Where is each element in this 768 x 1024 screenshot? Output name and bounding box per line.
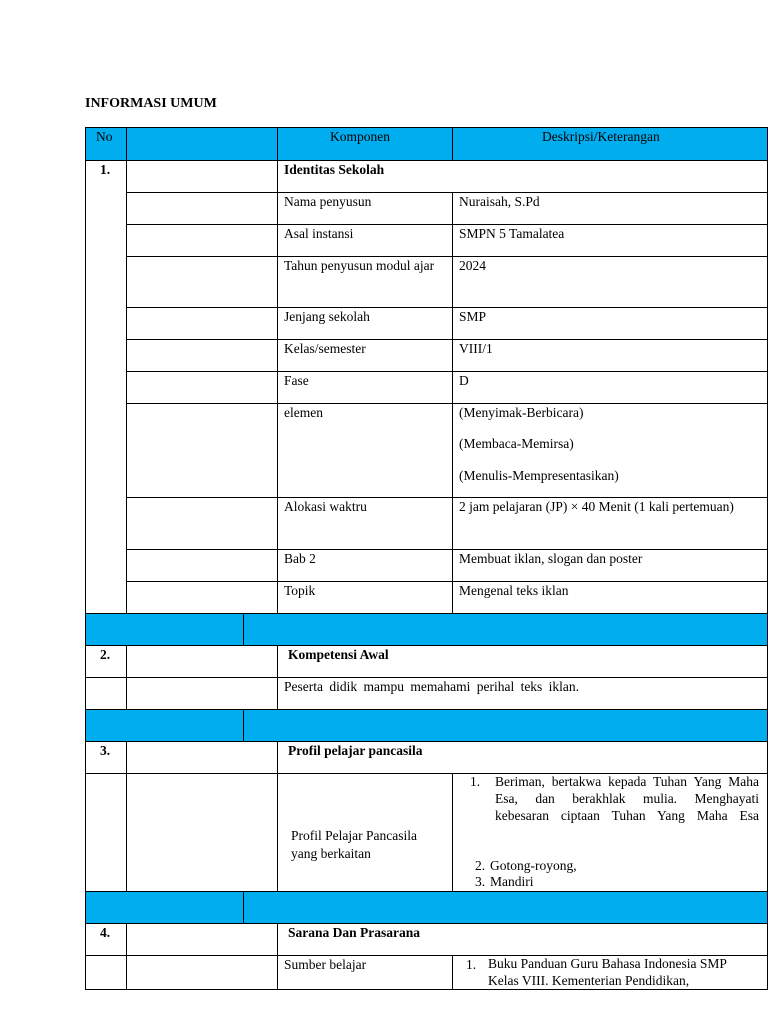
row-value: 2024: [459, 258, 486, 273]
row-label: Nama penyusun: [284, 194, 372, 209]
document-heading: INFORMASI UMUM: [85, 96, 217, 111]
section-1-title: Identitas Sekolah: [284, 162, 385, 177]
row-value: 2 jam pelajaran (JP) × 40 Menit (1 kali pertemuan): [459, 499, 734, 514]
section-2-title: Kompetensi Awal: [288, 647, 389, 662]
row-label: Topik: [284, 583, 316, 598]
header-no: No: [96, 129, 113, 144]
header-komponen: Komponen: [330, 129, 390, 144]
row-label: Bab 2: [284, 551, 316, 566]
row-value: Nuraisah, S.Pd: [459, 194, 540, 209]
list-item-number: 2.: [475, 858, 486, 873]
list-item-number: 3.: [475, 874, 486, 889]
row-label: Asal instansi: [284, 226, 354, 241]
header-deskripsi: Deskripsi/Keterangan: [542, 129, 660, 144]
separator-row-1: [86, 613, 767, 645]
row-value: Membuat iklan, slogan dan poster: [459, 551, 643, 566]
list-item-number: 1.: [470, 774, 481, 789]
section-2-text: Peserta didik mampu memahami perihal teks iklan.: [284, 679, 580, 694]
list-item-text: Mandiri: [490, 874, 534, 889]
row-label: Kelas/semester: [284, 341, 366, 356]
row-value: D: [459, 373, 469, 388]
section-3-label: Profil Pelajar Pancasila yang berkaitan: [291, 828, 417, 861]
row-label: Alokasi waktru: [284, 499, 367, 514]
row-value: Mengenal teks iklan: [459, 583, 569, 598]
separator-row-2: [86, 709, 767, 741]
section-4-title: Sarana Dan Prasarana: [288, 925, 421, 940]
list-item-number: 1.: [466, 957, 477, 972]
row-label: elemen: [284, 405, 323, 420]
list-item-text: Buku Panduan Guru Bahasa Indonesia SMP Kelas VIII. Kementerian Pendidikan,: [488, 956, 727, 988]
section-2-number: 2.: [100, 647, 111, 662]
section-3-number: 3.: [100, 743, 111, 758]
section-4-number: 4.: [100, 925, 111, 940]
section-1-number: 1.: [100, 162, 111, 177]
row-value: SMPN 5 Tamalatea: [459, 226, 565, 241]
row-value: (Menyimak-Berbicara): [459, 405, 584, 420]
section-3-title: Profil pelajar pancasila: [288, 743, 423, 758]
row-value: SMP: [459, 309, 487, 324]
header-row-fill: [86, 128, 767, 160]
list-item-text: Gotong-royong,: [490, 858, 577, 873]
list-item-text: Beriman, bertakwa kepada Tuhan Yang Maha Esa, dan berakhlak mulia. Menghayati kebesaran ciptaan Tuhan Yang Maha Esa: [495, 774, 759, 823]
separator-row-3: [86, 891, 767, 923]
row-label: Fase: [284, 373, 309, 388]
row-label: Tahun penyusun modul ajar: [284, 258, 435, 273]
row-value: (Menulis-Mempresentasikan): [459, 468, 619, 483]
row-label: Jenjang sekolah: [284, 309, 370, 324]
section-4-label: Sumber belajar: [284, 957, 367, 972]
row-value: (Membaca-Memirsa): [459, 436, 574, 451]
row-value: VIII/1: [459, 341, 493, 356]
